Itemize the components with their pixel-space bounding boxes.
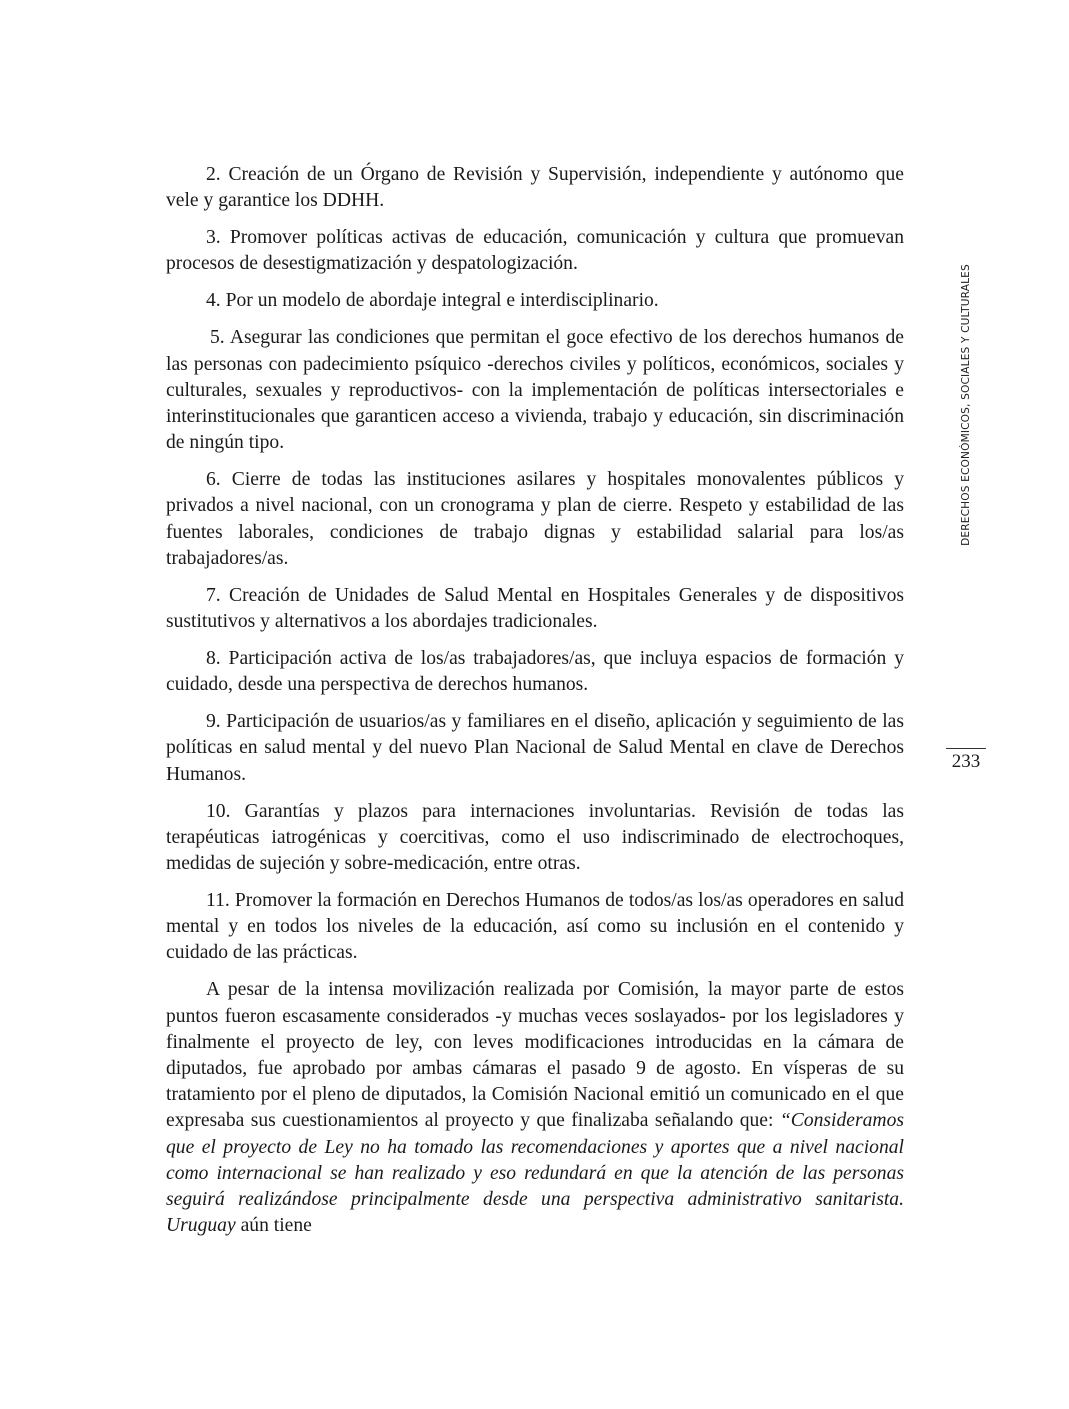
page-number: 233: [946, 748, 986, 773]
closing-paragraph-intro: A pesar de la intensa movilización realizada por Comisión, la mayor parte de estos puntos fueron escasamente considerados -y muchas veces soslayados- por los legisladores y finalmente el proyecto de ley, con leves modificaciones introducidas en la cámara de diputados, fue aprobado por ambas cámaras el pasado 9 de agosto. En vísperas de su tratamiento por el pleno de diputados, la Comisión Nacional emitió un comunicado en el que expresaba sus cuestionamientos al proyecto y que finalizaba señalando que:: [166, 979, 904, 1132]
paragraph-item-8: 8. Participación activa de los/as trabajadores/as, que incluya espacios de formación y cuidado, desde una perspectiva de derechos humanos.: [166, 648, 904, 696]
running-section-header-text: DERECHOS ECONÓMICOS, SOCIALES Y CULTURALES: [960, 264, 972, 546]
paragraph-item-11: 11. Promover la formación en Derechos Humanos de todos/as los/as operadores en salud mental y en todos los niveles de la educación, así como su inclusión en el contenido y cuidado de las prácticas.: [166, 890, 904, 964]
paragraph-item-4: 4. Por un modelo de abordaje integral e interdisciplinario.: [206, 290, 659, 312]
paragraph-item-3: 3. Promover políticas activas de educación, comunicación y cultura que promuevan procesos de desestigmatización y despatologización.: [166, 227, 904, 275]
paragraph-item-10: 10. Garantías y plazos para internaciones involuntarias. Revisión de todas las terapéuticas iatrogénicas y coercitivas, como el uso indiscriminado de electrochoques, medidas de sujeción y sobre-medicación, entre otras.: [166, 800, 904, 875]
paragraph-item-9: 9. Participación de usuarios/as y familiares en el diseño, aplicación y seguimiento de las políticas en salud mental y del nuevo Plan Nacional de Salud Mental en clave de Derechos Humanos.: [166, 711, 904, 785]
commission-quote: “Consideramos que el proyecto de Ley no ha tomado las recomendaciones y aportes que a nivel nacional como internacional se han realizado y eso redundará en que la atención de las personas seguirá realizándose principalmente desde una perspectiva administrativo sanitarista. Uruguay: [166, 1110, 904, 1237]
paragraph-item-6: 6. Cierre de todas las instituciones asilares y hospitales monovalentes públicos y privados a nivel nacional, con un cronograma y plan de cierre. Respeto y estabilidad de las fuentes laborales, condiciones de trabajo dignas y estabilidad salarial para los/as trabajadores/as.: [166, 469, 904, 569]
paragraph-item-7: 7. Creación de Unidades de Salud Mental en Hospitales Generales y de dispositivos sustitutivos y alternativos a los abordajes tradicionales.: [166, 584, 904, 633]
paragraph-item-2: 2. Creación de un Órgano de Revisión y Supervisión, independiente y autónomo que vele y garantice los DDHH.: [166, 164, 904, 212]
body-text: [166, 162, 904, 1250]
closing-paragraph: [166, 977, 904, 1239]
running-section-header: [955, 245, 977, 565]
closing-paragraph-tail: aún tiene: [235, 1215, 312, 1237]
paragraph-item-5: 5. Asegurar las condiciones que permitan el goce efectivo de los derechos humanos de las personas con padecimiento psíquico -derechos civiles y políticos, económicos, sociales y culturales, sexuales y reproductivos- con la implementación de políticas intersectoriales e interinstitucionales que garanticen acceso a vivienda, trabajo y educación, sin discriminación de ningún tipo.: [166, 327, 904, 454]
